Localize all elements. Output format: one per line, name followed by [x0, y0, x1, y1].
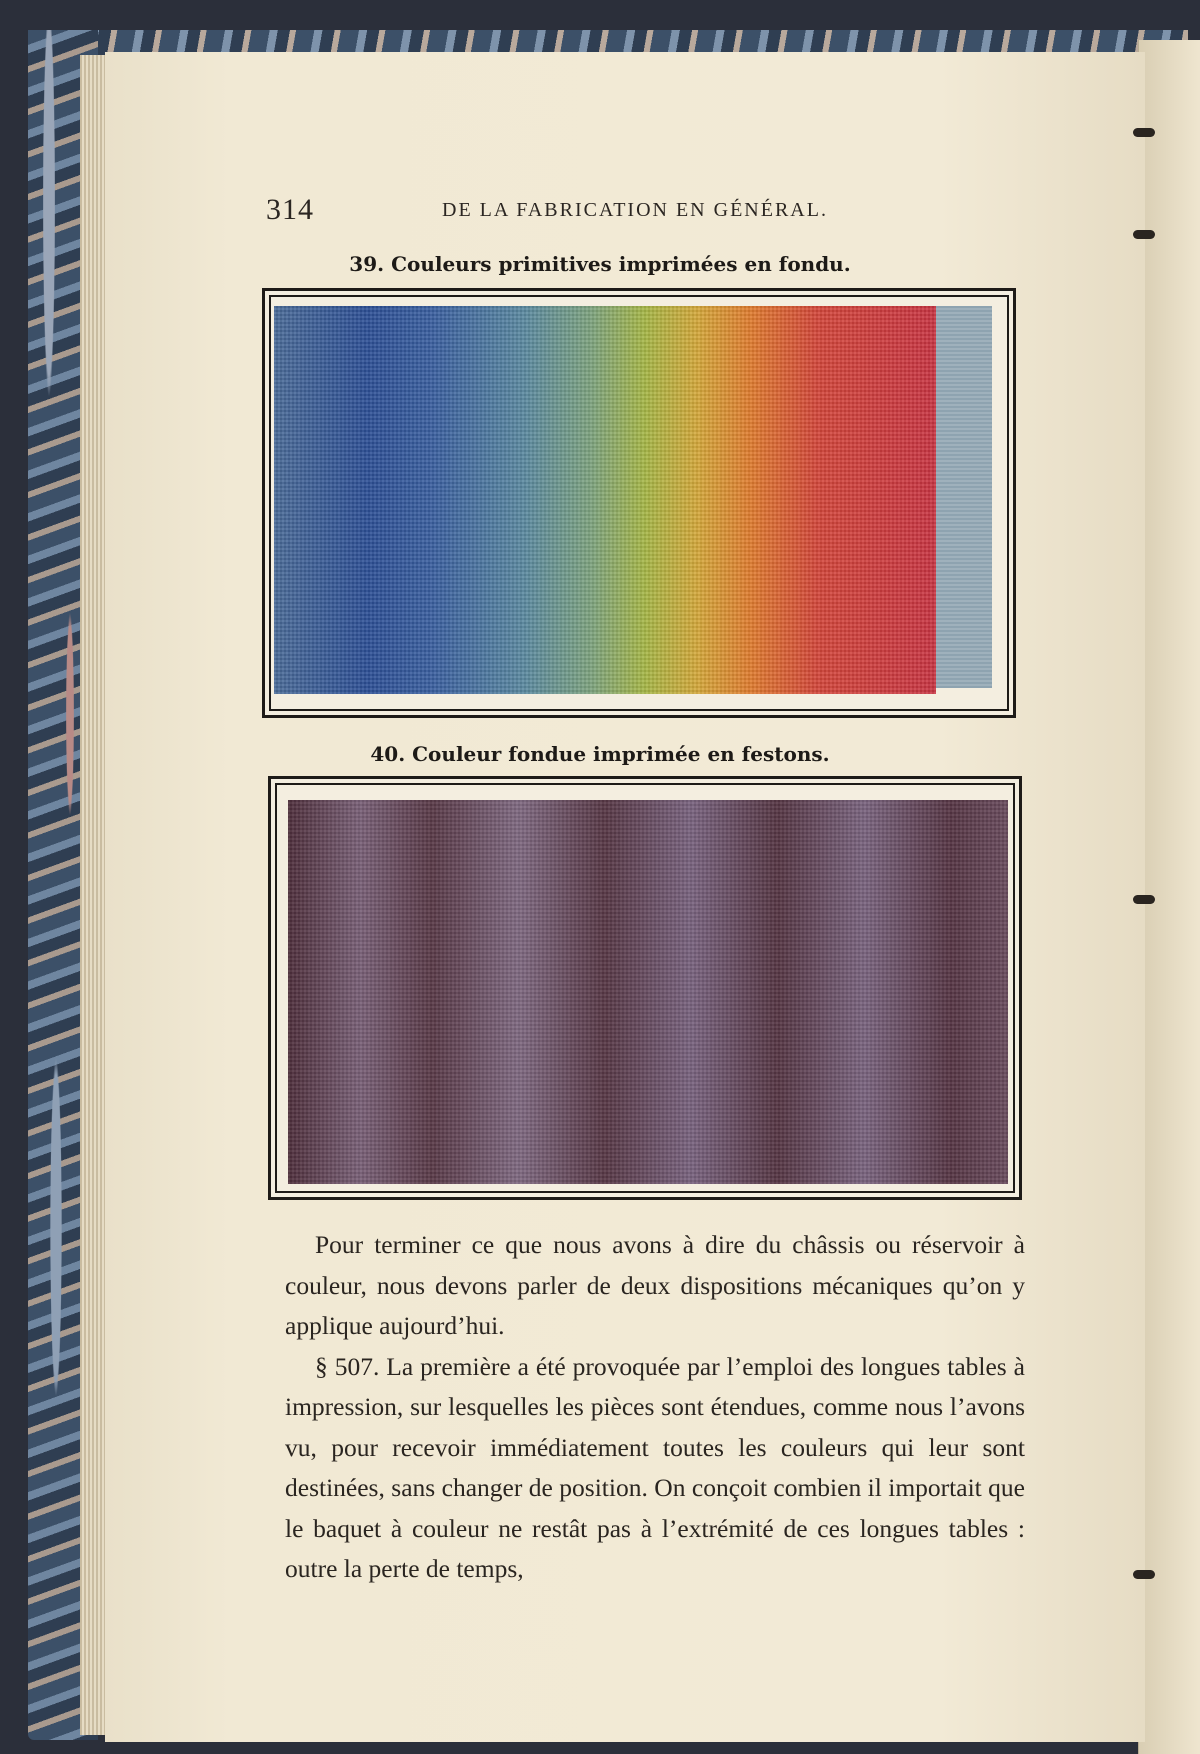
- binding-thread-mark: [1133, 230, 1155, 239]
- figure-40-title: Couleur fondue imprimée en festons.: [412, 742, 830, 766]
- figure-39-number: 39.: [349, 252, 385, 276]
- binding-thread-mark: [1133, 1570, 1155, 1579]
- paragraph-2: § 507. La première a été provoquée par l’emploi des longues tables à impression, sur lesquelles les pièces sont étendues, comme nous l’avons vu, pour recevoir immédiatement toutes les couleurs qui leur sont destinées, sans changer de position. On conçoit combien il importait que le baquet à couleur ne restât pas à l’extrémité de ces longues tables : outre la perte de temps,: [285, 1351, 1025, 1583]
- figure-39-title: Couleurs primitives imprimées en fondu.: [391, 252, 851, 276]
- figure-39-caption: [0, 252, 1200, 276]
- figure-39-fabric-edge: [936, 306, 992, 688]
- figure-40-number: 40.: [370, 742, 406, 766]
- binding-thread-mark: [1133, 128, 1155, 137]
- page-header: [260, 193, 1060, 229]
- binding-thread-mark: [1133, 895, 1155, 904]
- figure-40-caption: [0, 742, 1200, 766]
- body-text: [285, 1225, 1025, 1590]
- figure-39-fabric-swatch: [274, 306, 936, 694]
- paragraph-1: Pour terminer ce que nous avons à dire du châssis ou réservoir à couleur, nous devons parler de deux dispositions mécaniques qu’on y applique aujourd’hui.: [285, 1230, 1025, 1340]
- page-number: 314: [266, 193, 314, 226]
- running-head: DE LA FABRICATION EN GÉNÉRAL.: [442, 199, 828, 221]
- figure-40-fabric-swatch: [288, 800, 1008, 1184]
